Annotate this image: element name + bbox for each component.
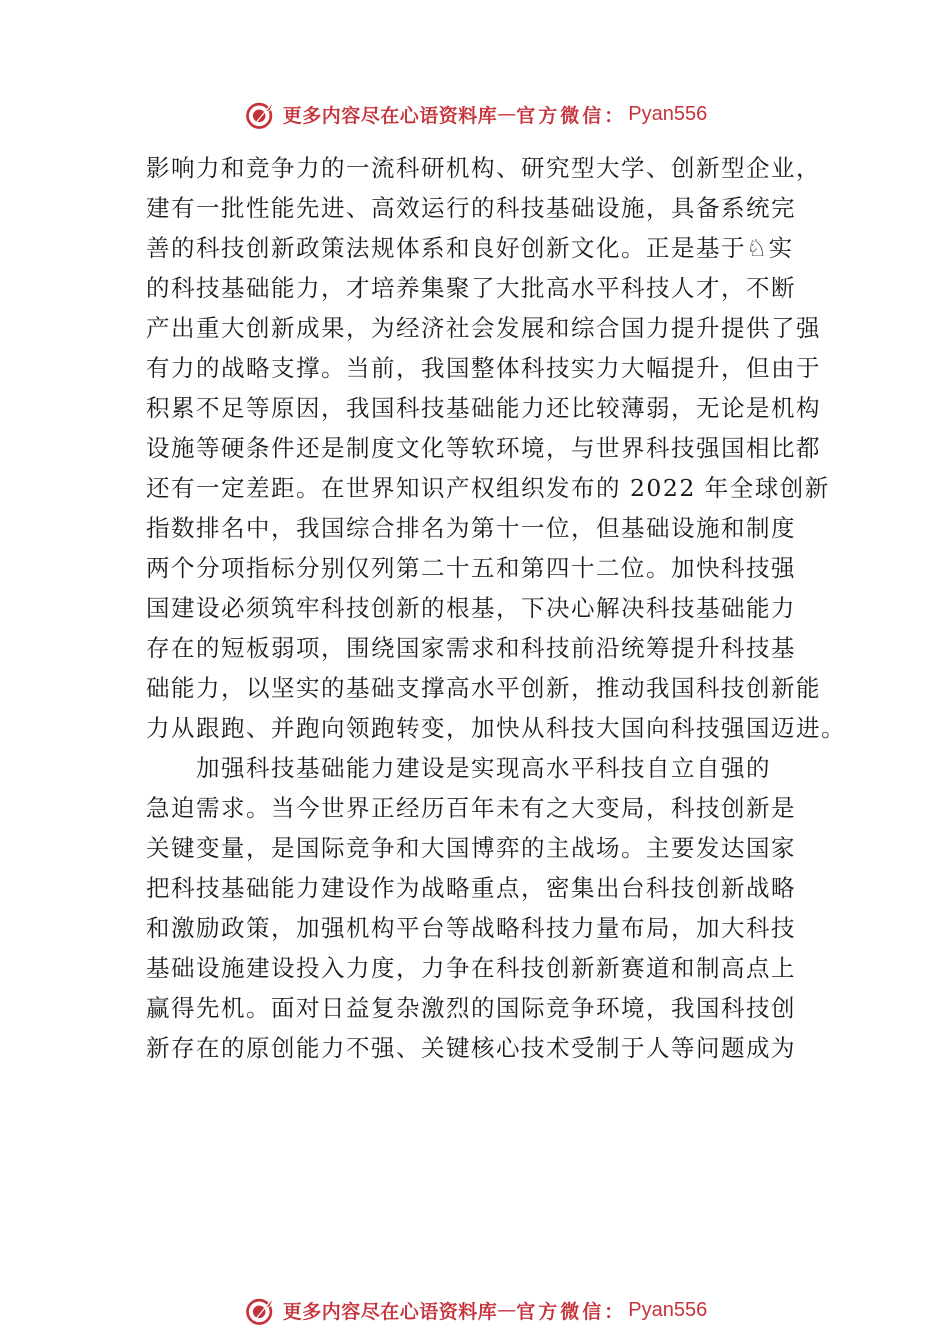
document-body (146, 148, 846, 1068)
banner-wechat-id: Pyan556 (628, 102, 708, 125)
header-watermark (0, 94, 950, 134)
text-line: 存在的短板弱项，围绕国家需求和科技前沿统筹提升科技基 (146, 634, 796, 662)
text-line: 赢得先机。面对日益复杂激烈的国际竞争环境，我国科技创 (146, 994, 796, 1022)
quill-logo-icon (243, 1292, 279, 1328)
text-line: 设施等硬条件还是制度文化等软环境，与世界科技强国相比都 (146, 434, 821, 462)
banner-separator: — (497, 1299, 517, 1321)
text-line: 指数排名中，我国综合排名为第十一位，但基础设施和制度 (146, 514, 796, 542)
text-line: 善的科技创新政策法规体系和良好创新文化。正是基于♘实 (146, 234, 794, 262)
banner-wechat-label: 官方微信： (516, 104, 627, 127)
text-line: 和激励政策，加强机构平台等战略科技力量布局，加大科技 (146, 914, 796, 942)
text-line: 新存在的原创能力不强、关键核心技术受制于人等问题成为 (146, 1034, 796, 1062)
text-line: 的科技基础能力，才培养集聚了大批高水平科技人才，不断 (146, 274, 796, 302)
quill-logo-icon (243, 96, 279, 132)
text-line: 力从跟跑、并跑向领跑转变，加快从科技大国向科技强国迈进。 (146, 714, 846, 742)
footer-watermark (0, 1290, 950, 1330)
text-line: 关键变量，是国际竞争和大国博弈的主战场。主要发达国家 (146, 834, 796, 862)
text-line: 建有一批性能先进、高效运行的科技基础设施，具备系统完 (146, 194, 796, 222)
text-line: 产出重大创新成果，为经济社会发展和综合国力提升提供了强 (146, 314, 821, 342)
text-line: 两个分项指标分别仅列第二十五和第四十二位。加快科技强 (146, 554, 796, 582)
text-line: 积累不足等原因，我国科技基础能力还比较薄弱，无论是机构 (146, 394, 821, 422)
text-line: 把科技基础能力建设作为战略重点，密集出台科技创新战略 (146, 874, 796, 902)
banner-brand-text: 更多内容尽在心语资料库 (282, 104, 498, 127)
text-line: 基础设施建设投入力度，力争在科技创新新赛道和制高点上 (146, 954, 796, 982)
text-line: 影响力和竞争力的一流科研机构、研究型大学、创新型企业， (146, 154, 821, 182)
text-line: 国建设必须筑牢科技创新的根基，下决心解决科技基础能力 (146, 594, 796, 622)
text-line: 还有一定差距。在世界知识产权组织发布的 2022 年全球创新 (146, 474, 830, 502)
paragraph-first-line: 加强科技基础能力建设是实现高水平科技自立自强的 (196, 754, 771, 782)
text-line: 急迫需求。当今世界正经历百年未有之大变局，科技创新是 (146, 794, 796, 822)
banner-brand-text: 更多内容尽在心语资料库 (282, 1300, 498, 1323)
text-line: 有力的战略支撑。当前，我国整体科技实力大幅提升，但由于 (146, 354, 821, 382)
text-line: 础能力，以坚实的基础支撑高水平创新，推动我国科技创新能 (146, 674, 821, 702)
banner-wechat-id: Pyan556 (628, 1298, 708, 1321)
banner-wechat-label: 官方微信： (516, 1300, 627, 1323)
banner-separator: — (497, 103, 517, 125)
